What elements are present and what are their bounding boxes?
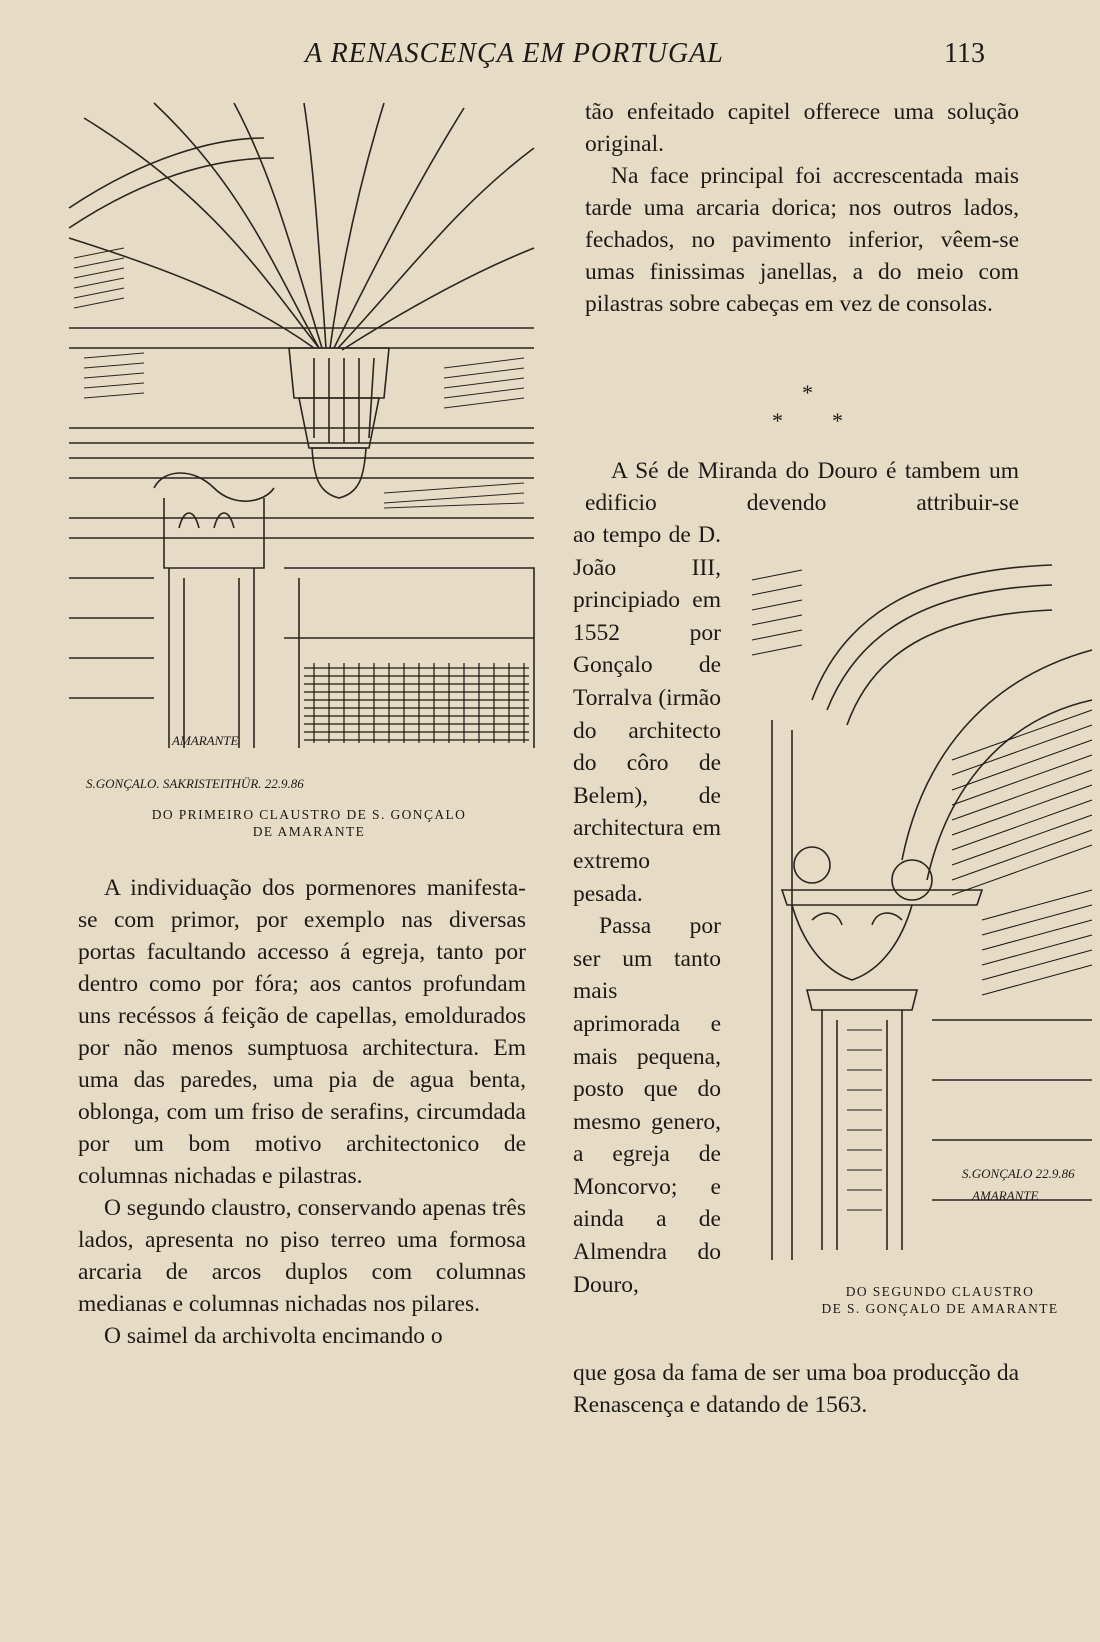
separator-star-right: * [832, 408, 843, 433]
left-column [78, 872, 526, 1352]
almendra-paragraph-wide: que gosa da fama de ser uma boa producção da Renascença e datando de 1563. [573, 1360, 1019, 1418]
right-column-top [585, 96, 1019, 320]
illustration-2-signature-2: AMARANTE [972, 1188, 1039, 1203]
right-column-narrow [573, 519, 721, 1301]
left-paragraph-1: A individuação dos pormenores manifesta-se com primor, por exemplo nas diversas portas facultando accesso á egreja, tanto por dentro como por fóra; aos cantos profundam uns recéssos á feição de capellas, emoldurados por não menos sumptuosa architectura. Em uma das paredes, uma pia de agua benta, oblonga, com um friso de serafins, circumdada por um bom motivo architectonico de columnas nichadas e pilastras. [78, 875, 526, 1189]
illustration-2-caption [785, 1283, 1095, 1317]
illustration-2-caption-line-1: DO SEGUNDO CLAUSTRO [845, 1284, 1035, 1299]
moncorvo-paragraph-narrow: Passa por ser um tanto mais aprimorada e mais pequena, posto que do mesmo genero, a egreja de Moncorvo; e ainda a de Almendra do Douro, [573, 913, 721, 1298]
miranda-paragraph-narrow: ao tempo de D. João III, principiado em 1552 por Gonçalo de Torralva (irmão do architecto do côro de Belem), de architectura em extremo pesada. [573, 522, 721, 907]
right-column-bottom-wide [573, 1357, 1019, 1421]
illustration-2-signature: S.GONÇALO 22.9.86 [962, 1166, 1075, 1181]
illustration-1-signature: S.GONÇALO. SAKRISTEITHÜR. 22.9.86 [86, 776, 304, 791]
running-head [0, 38, 1100, 78]
page-number: 113 [944, 38, 985, 69]
illustration-2-caption-line-2: DE S. GONÇALO DE AMARANTE [821, 1301, 1059, 1316]
separator-star-top: * [802, 380, 813, 405]
section-separator [720, 380, 900, 440]
separator-star-left: * [772, 408, 783, 433]
right-column-middle-wide [585, 455, 1019, 519]
illustration-1-caption-line-2: DE AMARANTE [252, 824, 366, 839]
illustration-1-signature-2: AMARANTE [172, 733, 239, 748]
illustration-second-cloister-drawing [752, 560, 1098, 1268]
illustration-second-cloister [752, 560, 1098, 1268]
illustration-1-caption-line-1: DO PRIMEIRO CLAUSTRO DE S. GONÇALO [151, 807, 467, 822]
right-top-paragraph-2: Na face principal foi accrescentada mais tarde uma arcaria dorica; nos outros lados, fechados, no pavimento inferior, vêem-se umas finissimas janellas, a do meio com pilastras sobre cabeças em vez de consolas. [585, 163, 1019, 317]
miranda-paragraph-wide: A Sé de Miranda do Douro é tambem um edificio devendo attribuir-se [585, 458, 1019, 516]
left-paragraph-3: O saimel da archivolta encimando o [104, 1323, 443, 1349]
left-paragraph-2: O segundo claustro, conservando apenas três lados, apresenta no piso terreo uma formosa arcaria de arcos duplos com columnas medianas e columnas nichadas nos pilares. [78, 1195, 526, 1317]
illustration-first-cloister [64, 98, 554, 798]
illustration-1-caption [64, 806, 554, 840]
running-title: A RENASCENÇA EM PORTUGAL [305, 38, 724, 69]
right-top-paragraph-1: tão enfeitado capitel offerece uma solução original. [585, 99, 1019, 157]
illustration-first-cloister-drawing [64, 98, 554, 798]
